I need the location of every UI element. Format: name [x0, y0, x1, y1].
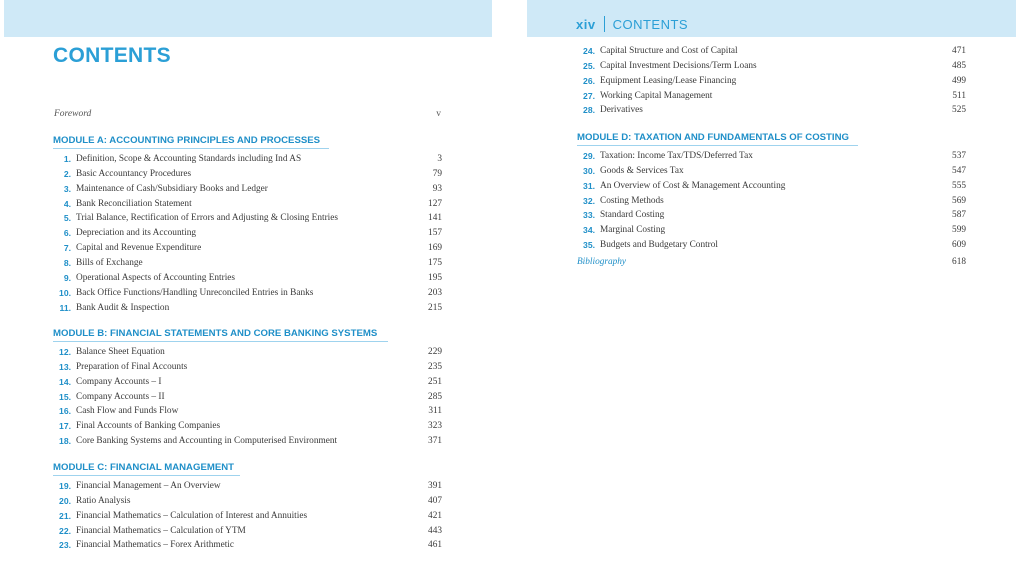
chapter-page: 407	[428, 495, 442, 506]
chapter-title: Maintenance of Cash/Subsidiary Books and Ledger	[76, 183, 268, 194]
header-page-number: xiv	[576, 16, 596, 32]
toc-entry[interactable]	[577, 164, 966, 178]
chapter-number: 28.	[583, 105, 595, 116]
chapter-number: 21.	[59, 510, 71, 521]
chapter-page: 203	[428, 287, 442, 298]
chapter-title: Balance Sheet Equation	[76, 347, 165, 357]
toc-entry[interactable]	[577, 238, 966, 252]
chapter-page: 511	[952, 90, 966, 101]
toc-entry[interactable]	[53, 419, 442, 433]
chapter-number: 15.	[59, 391, 71, 402]
chapter-page: 127	[428, 198, 442, 209]
toc-entry[interactable]	[53, 345, 442, 359]
chapter-title: Core Banking Systems and Accounting in Computerised Environment	[76, 436, 338, 447]
chapter-page: 323	[428, 421, 442, 432]
chapter-page: 609	[952, 240, 966, 251]
chapter-title: Bank Audit & Inspection	[76, 302, 170, 313]
chapter-page: 547	[952, 165, 966, 176]
chapter-title: Cash Flow and Funds Flow	[76, 406, 179, 417]
chapter-page: 461	[428, 540, 442, 551]
chapter-title: Ratio Analysis	[76, 495, 131, 506]
toc-entry[interactable]	[577, 194, 966, 208]
toc-entry[interactable]	[577, 223, 966, 237]
toc-entry[interactable]	[53, 390, 442, 404]
toc-entry[interactable]	[577, 208, 966, 222]
chapter-number: 6.	[63, 228, 71, 239]
chapter-number: 27.	[583, 90, 595, 101]
chapter-number: 11.	[59, 302, 71, 313]
chapter-number: 18.	[59, 436, 71, 447]
chapter-title: Depreciation and its Accounting	[76, 228, 197, 239]
chapter-number: 34.	[583, 225, 595, 236]
chapter-title: Financial Management – An Overview	[76, 481, 221, 491]
chapter-title: Costing Methods	[600, 195, 664, 206]
chapter-page: 311	[428, 406, 442, 417]
toc-entry[interactable]	[53, 182, 442, 196]
toc-entry[interactable]	[577, 59, 966, 73]
toc-entry[interactable]	[53, 404, 442, 418]
chapter-title: Marginal Costing	[600, 225, 666, 236]
chapter-number: 22.	[59, 525, 71, 536]
toc-entry[interactable]	[53, 286, 442, 300]
chapter-title: Back Office Functions/Handling Unreconciled Entries in Banks	[76, 287, 314, 298]
chapter-title: Basic Accountancy Procedures	[76, 168, 192, 179]
toc-entry[interactable]	[53, 167, 442, 181]
toc-entry[interactable]	[53, 509, 442, 523]
chapter-number: 7.	[63, 243, 71, 254]
chapter-page: 421	[428, 510, 442, 521]
chapter-title: Final Accounts of Banking Companies	[76, 421, 221, 432]
chapter-number: 10.	[59, 287, 71, 298]
chapter-page: 169	[428, 243, 442, 254]
chapter-page: 555	[952, 180, 966, 191]
chapter-number: 17.	[59, 421, 71, 432]
chapter-title: Derivatives	[600, 105, 643, 116]
bibliography-entry[interactable]	[577, 257, 966, 267]
chapter-number: 35.	[583, 240, 595, 251]
toc-entry[interactable]	[577, 179, 966, 193]
chapter-number: 4.	[63, 198, 71, 209]
chapter-number: 5.	[63, 213, 71, 224]
chapter-title: Standard Costing	[600, 210, 665, 221]
chapter-number: 25.	[583, 60, 595, 71]
chapter-number: 1.	[63, 154, 71, 164]
chapter-title: Capital and Revenue Expenditure	[76, 243, 202, 254]
toc-entry[interactable]	[577, 44, 966, 58]
module-heading: MODULE C: FINANCIAL MANAGEMENT	[53, 462, 240, 476]
foreword-page: v	[436, 109, 441, 119]
bibliography-label: Bibliography	[577, 257, 627, 267]
chapter-number: 32.	[583, 195, 595, 206]
toc-entry[interactable]	[53, 211, 442, 225]
chapter-page: 229	[428, 347, 442, 357]
toc-entry[interactable]	[53, 197, 442, 211]
chapter-number: 24.	[583, 46, 595, 56]
chapter-number: 3.	[63, 183, 71, 194]
chapter-title: Financial Mathematics – Calculation of Interest and Annuities	[76, 510, 308, 521]
chapter-number: 33.	[583, 210, 595, 221]
toc-entry[interactable]	[53, 538, 442, 552]
toc-entry[interactable]	[577, 74, 966, 88]
chapter-page: 251	[428, 376, 442, 387]
chapter-page: 569	[952, 195, 966, 206]
toc-entry[interactable]	[53, 271, 442, 285]
chapter-title: Trial Balance, Rectification of Errors and Adjusting & Closing Entries	[76, 213, 338, 224]
chapter-page: 93	[432, 183, 442, 194]
chapter-page: 3	[437, 154, 442, 164]
toc-entry[interactable]	[53, 524, 442, 538]
chapter-number: 26.	[583, 75, 595, 86]
chapter-page: 215	[428, 302, 442, 313]
toc-entry[interactable]	[577, 103, 966, 117]
chapter-number: 8.	[63, 257, 71, 268]
chapter-title: Capital Investment Decisions/Term Loans	[600, 60, 757, 71]
chapter-page: 599	[952, 225, 966, 236]
chapter-title: Bank Reconciliation Statement	[76, 198, 192, 209]
toc-entry[interactable]	[53, 301, 442, 315]
header-band	[4, 0, 492, 37]
chapter-page: 391	[428, 481, 442, 491]
chapter-title: Taxation: Income Tax/TDS/Deferred Tax	[600, 151, 753, 161]
chapter-title: Working Capital Management	[600, 90, 713, 101]
chapter-title: Equipment Leasing/Lease Financing	[600, 75, 737, 86]
chapter-page: 235	[428, 361, 442, 372]
chapter-page: 285	[428, 391, 442, 402]
chapter-title: Capital Structure and Cost of Capital	[600, 46, 738, 56]
chapter-title: Budgets and Budgetary Control	[600, 240, 719, 251]
toc-entry[interactable]	[53, 360, 442, 374]
foreword-entry	[54, 109, 441, 119]
toc-entry[interactable]	[53, 479, 442, 493]
chapter-number: 29.	[583, 151, 595, 161]
chapter-page: 175	[428, 257, 442, 268]
chapter-page: 371	[428, 436, 442, 447]
toc-entry[interactable]	[53, 256, 442, 270]
toc-entry[interactable]	[53, 494, 442, 508]
chapter-number: 30.	[583, 165, 595, 176]
chapter-page: 157	[428, 228, 442, 239]
chapter-title: Company Accounts – II	[76, 391, 165, 402]
chapter-title: An Overview of Cost & Management Accounting	[600, 180, 786, 191]
toc-entry[interactable]	[53, 241, 442, 255]
chapter-number: 19.	[59, 481, 71, 491]
chapter-page: 471	[952, 46, 966, 56]
chapter-number: 23.	[59, 540, 71, 551]
chapter-page: 443	[428, 525, 442, 536]
running-header	[576, 16, 688, 32]
chapter-number: 16.	[59, 406, 71, 417]
chapter-page: 537	[952, 151, 966, 161]
toc-entry[interactable]	[53, 434, 442, 448]
page-title: CONTENTS	[53, 44, 171, 67]
chapter-number: 20.	[59, 495, 71, 506]
chapter-title: Bills of Exchange	[76, 257, 143, 268]
chapter-number: 14.	[59, 376, 71, 387]
toc-entry[interactable]	[53, 226, 442, 240]
chapter-number: 13.	[59, 361, 71, 372]
chapter-number: 2.	[63, 168, 71, 179]
chapter-title: Preparation of Final Accounts	[76, 361, 188, 372]
chapter-page: 525	[952, 105, 966, 116]
toc-entry[interactable]	[577, 89, 966, 103]
toc-entry[interactable]	[53, 152, 442, 166]
chapter-page: 499	[952, 75, 966, 86]
module-heading: MODULE B: FINANCIAL STATEMENTS AND CORE BANKING SYSTEMS	[53, 328, 388, 342]
chapter-title: Financial Mathematics – Calculation of YTM	[76, 525, 246, 536]
toc-entry[interactable]	[53, 375, 442, 389]
chapter-title: Goods & Services Tax	[600, 165, 684, 176]
chapter-page: 195	[428, 272, 442, 283]
foreword-label: Foreword	[54, 109, 92, 119]
header-separator	[604, 16, 605, 32]
chapter-page: 587	[952, 210, 966, 221]
chapter-title: Company Accounts – I	[76, 376, 162, 387]
chapter-number: 12.	[59, 347, 71, 357]
chapter-number: 31.	[583, 180, 595, 191]
chapter-title: Operational Aspects of Accounting Entries	[76, 272, 236, 283]
chapter-title: Financial Mathematics – Forex Arithmetic	[76, 540, 235, 551]
chapter-page: 141	[428, 213, 442, 224]
chapter-number: 9.	[63, 272, 71, 283]
module-heading: MODULE A: ACCOUNTING PRINCIPLES AND PROCESSES	[53, 135, 329, 149]
header-title: CONTENTS	[612, 16, 689, 32]
module-heading: MODULE D: TAXATION AND FUNDAMENTALS OF COSTING	[577, 132, 858, 146]
toc-entry[interactable]	[577, 149, 966, 163]
chapter-page: 485	[952, 60, 966, 71]
bibliography-page: 618	[952, 257, 966, 267]
chapter-title: Definition, Scope & Accounting Standards including Ind AS	[76, 154, 302, 164]
chapter-page: 79	[432, 168, 442, 179]
